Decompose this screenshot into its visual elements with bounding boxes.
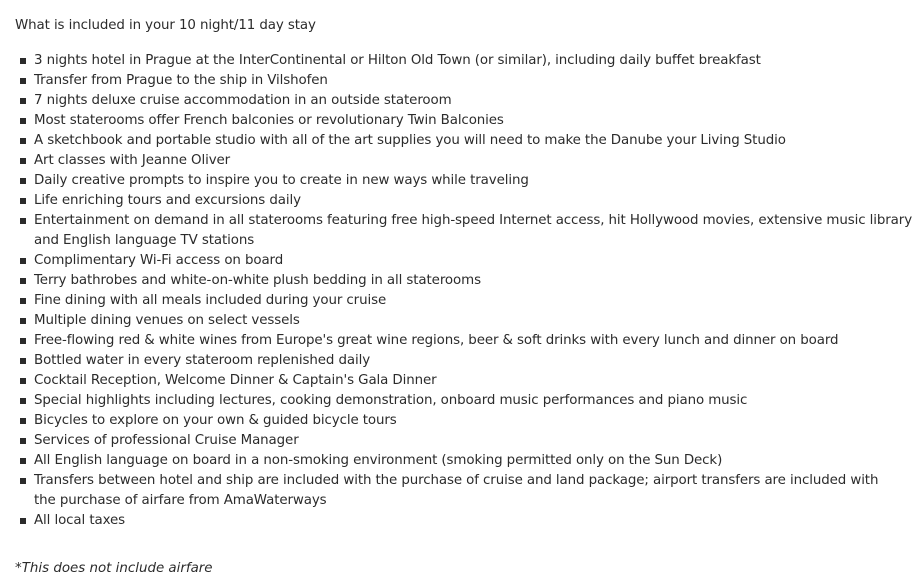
list-item bbox=[20, 51, 918, 71]
square-bullet-icon bbox=[20, 158, 26, 164]
square-bullet-icon bbox=[20, 58, 26, 64]
square-bullet-icon bbox=[20, 458, 26, 464]
list-item bbox=[20, 511, 918, 531]
list-item-text: Entertainment on demand in all staterooms featuring free high-speed Internet access, hit Hollywood movies, extensive music library bbox=[34, 213, 913, 228]
inclusions-list bbox=[20, 51, 918, 531]
list-item bbox=[20, 271, 918, 291]
list-item bbox=[20, 311, 918, 331]
list-item-text: A sketchbook and portable studio with all of the art supplies you will need to make the Danube your Living Studio bbox=[34, 133, 786, 148]
airfare-note: *This does not include airfare bbox=[15, 561, 213, 576]
list-item-text: Transfer from Prague to the ship in Vilshofen bbox=[34, 73, 328, 88]
list-item bbox=[20, 171, 918, 191]
list-item bbox=[20, 131, 918, 151]
list-item-text: Daily creative prompts to inspire you to create in new ways while traveling bbox=[34, 173, 529, 188]
list-item-text: Complimentary Wi-Fi access on board bbox=[34, 253, 284, 268]
square-bullet-icon bbox=[20, 138, 26, 144]
list-item-text: Transfers between hotel and ship are included with the purchase of cruise and land package; airport transfers are included with bbox=[34, 473, 879, 488]
list-item bbox=[20, 331, 918, 351]
list-item-text: and English language TV stations bbox=[34, 233, 255, 248]
square-bullet-icon bbox=[20, 178, 26, 184]
list-item-text: Bottled water in every stateroom replenished daily bbox=[34, 353, 371, 368]
square-bullet-icon bbox=[20, 278, 26, 284]
square-bullet-icon bbox=[20, 98, 26, 104]
list-item-text: All English language on board in a non-smoking environment (smoking permitted only on the Sun Deck) bbox=[34, 453, 723, 468]
list-item-text: Special highlights including lectures, cooking demonstration, onboard music performances and piano music bbox=[34, 393, 748, 408]
list-item bbox=[20, 411, 918, 431]
list-item-text: Fine dining with all meals included during your cruise bbox=[34, 293, 387, 308]
list-item bbox=[20, 471, 918, 511]
list-item bbox=[20, 191, 918, 211]
list-item bbox=[20, 371, 918, 391]
list-item bbox=[20, 151, 918, 171]
list-item bbox=[20, 451, 918, 471]
square-bullet-icon bbox=[20, 118, 26, 124]
list-item-text: Cocktail Reception, Welcome Dinner & Captain's Gala Dinner bbox=[34, 373, 437, 388]
square-bullet-icon bbox=[20, 198, 26, 204]
square-bullet-icon bbox=[20, 338, 26, 344]
square-bullet-icon bbox=[20, 318, 26, 324]
list-item bbox=[20, 291, 918, 311]
list-item bbox=[20, 351, 918, 371]
list-item bbox=[20, 211, 918, 251]
list-item bbox=[20, 431, 918, 451]
list-item bbox=[20, 251, 918, 271]
list-item-text: Multiple dining venues on select vessels bbox=[34, 313, 300, 328]
list-item bbox=[20, 71, 918, 91]
list-item-text: Services of professional Cruise Manager bbox=[34, 433, 299, 448]
list-item-text: Free-flowing red & white wines from Europe's great wine regions, beer & soft drinks with every lunch and dinner on board bbox=[34, 333, 839, 348]
list-item bbox=[20, 391, 918, 411]
list-item-text: 3 nights hotel in Prague at the InterContinental or Hilton Old Town (or similar), including daily buffet breakfast bbox=[34, 53, 761, 68]
square-bullet-icon bbox=[20, 438, 26, 444]
square-bullet-icon bbox=[20, 398, 26, 404]
list-item-text: Bicycles to explore on your own & guided bicycle tours bbox=[34, 413, 397, 428]
square-bullet-icon bbox=[20, 378, 26, 384]
list-item-text: Terry bathrobes and white-on-white plush bedding in all staterooms bbox=[34, 273, 481, 288]
list-item bbox=[20, 111, 918, 131]
list-item-text: Most staterooms offer French balconies or revolutionary Twin Balconies bbox=[34, 113, 504, 128]
list-item-text: All local taxes bbox=[34, 513, 125, 528]
square-bullet-icon bbox=[20, 298, 26, 304]
square-bullet-icon bbox=[20, 418, 26, 424]
square-bullet-icon bbox=[20, 358, 26, 364]
list-item bbox=[20, 91, 918, 111]
square-bullet-icon bbox=[20, 518, 26, 524]
list-item-text: Life enriching tours and excursions daily bbox=[34, 193, 301, 208]
square-bullet-icon bbox=[20, 258, 26, 264]
square-bullet-icon bbox=[20, 218, 26, 224]
section-title: What is included in your 10 night/11 day stay bbox=[15, 18, 316, 33]
list-item-text: Art classes with Jeanne Oliver bbox=[34, 153, 231, 168]
list-item-text: 7 nights deluxe cruise accommodation in an outside stateroom bbox=[34, 93, 452, 108]
square-bullet-icon bbox=[20, 478, 26, 484]
list-item-text: the purchase of airfare from AmaWaterways bbox=[34, 493, 327, 508]
square-bullet-icon bbox=[20, 78, 26, 84]
